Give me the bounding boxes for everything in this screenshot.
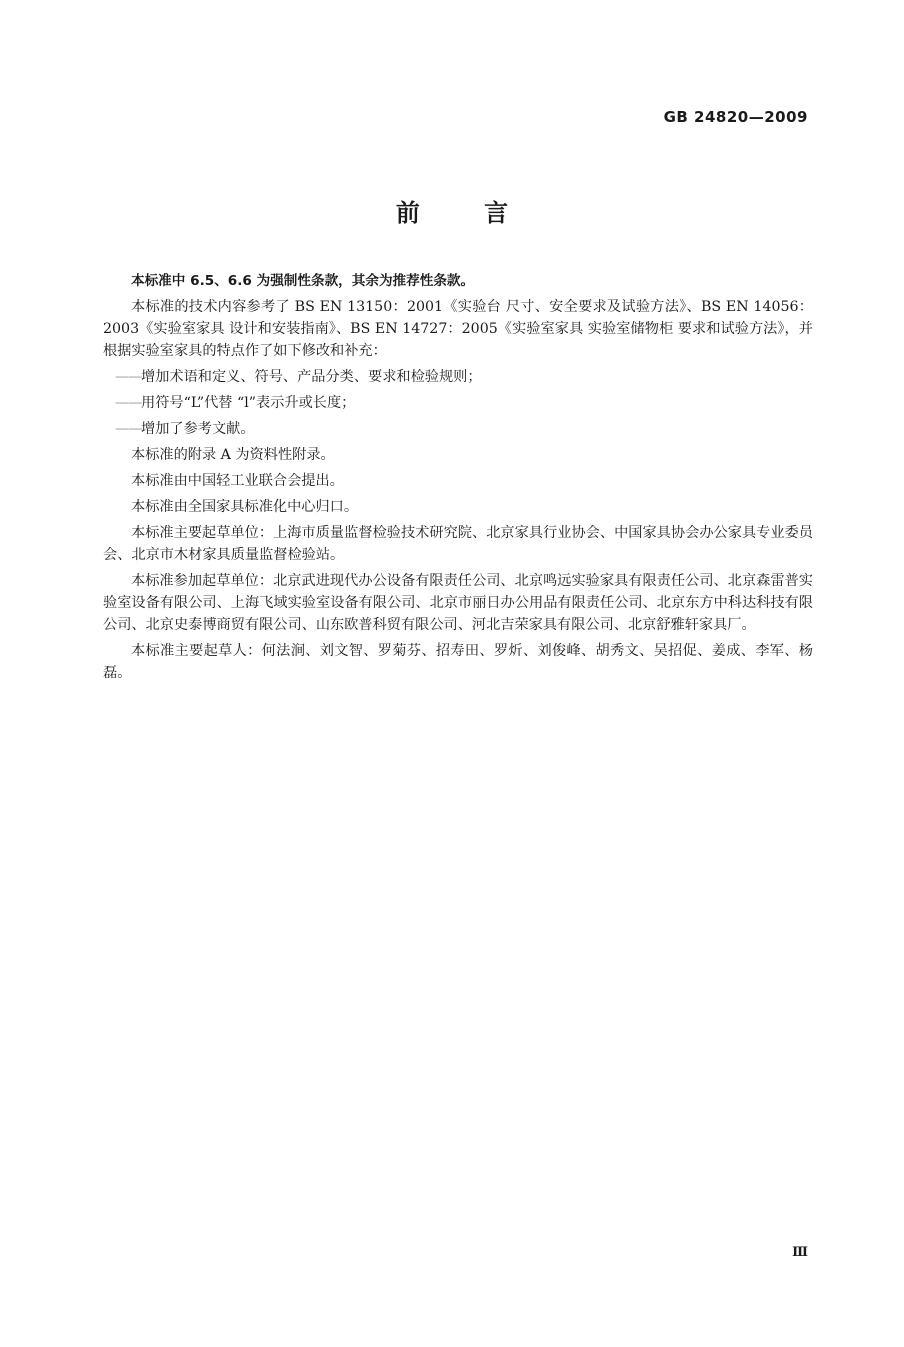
proposer-note: 本标准由中国轻工业联合会提出。	[131, 473, 344, 489]
list-item-text: 用符号“L”代替 “l”表示升或长度；	[141, 395, 356, 411]
page-title: 前 言	[395, 199, 537, 227]
page-number: Ⅲ	[792, 1245, 808, 1260]
main-drafting-units: 本标准主要起草单位：上海市质量监督检验技术研究院、北京家具行业协会、中国家具协会办公家具专业委员会、北京市木材家具质量监督检验站。	[103, 525, 813, 563]
reference-paragraph: 本标准的技术内容参考了 BS EN 13150：2001《实验台 尺寸、安全要求及试验方法》、BS EN 14056：2003《实验室家具 设计和安装指南》、BS EN 14727：2005《实验室家具 实验室储物柜 要求和试验方法》，并根据实验室家具的特点作了如下修改和补充：	[103, 299, 813, 359]
dash-marker: ——	[115, 421, 142, 437]
appendix-note: 本标准的附录 A 为资料性附录。	[131, 447, 335, 463]
main-drafters: 本标准主要起草人：何法涧、刘文智、罗菊芬、招寿田、罗炘、刘俊峰、胡秀文、吴招促、姜成、李军、杨磊。	[103, 643, 813, 681]
foreword-body	[103, 270, 813, 688]
list-item-text: 增加了参考文献。	[141, 421, 255, 437]
standard-code: GB 24820—2009	[663, 108, 808, 126]
list-item	[103, 392, 813, 414]
participating-drafting-units: 本标准参加起草单位：北京武进现代办公设备有限责任公司、北京鸣远实验家具有限责任公司、北京森雷普实验室设备有限公司、上海飞域实验室设备有限公司、北京市丽日办公用品有限责任公司、北京东方中科达科技有限公司、北京史泰博商贸有限公司、山东欧普科贸有限公司、河北吉荣家具有限公司、北京舒雅轩家具厂。	[103, 573, 813, 633]
administration-note: 本标准由全国家具标准化中心归口。	[131, 499, 359, 515]
list-item	[103, 418, 813, 440]
list-item	[103, 366, 813, 388]
dash-marker: ——	[115, 395, 142, 411]
mandatory-clause-note: 本标准中 6.5、6.6 为强制性条款，其余为推荐性条款。	[131, 273, 475, 289]
dash-marker: ——	[115, 369, 142, 385]
list-item-text: 增加术语和定义、符号、产品分类、要求和检验规则；	[141, 369, 482, 385]
